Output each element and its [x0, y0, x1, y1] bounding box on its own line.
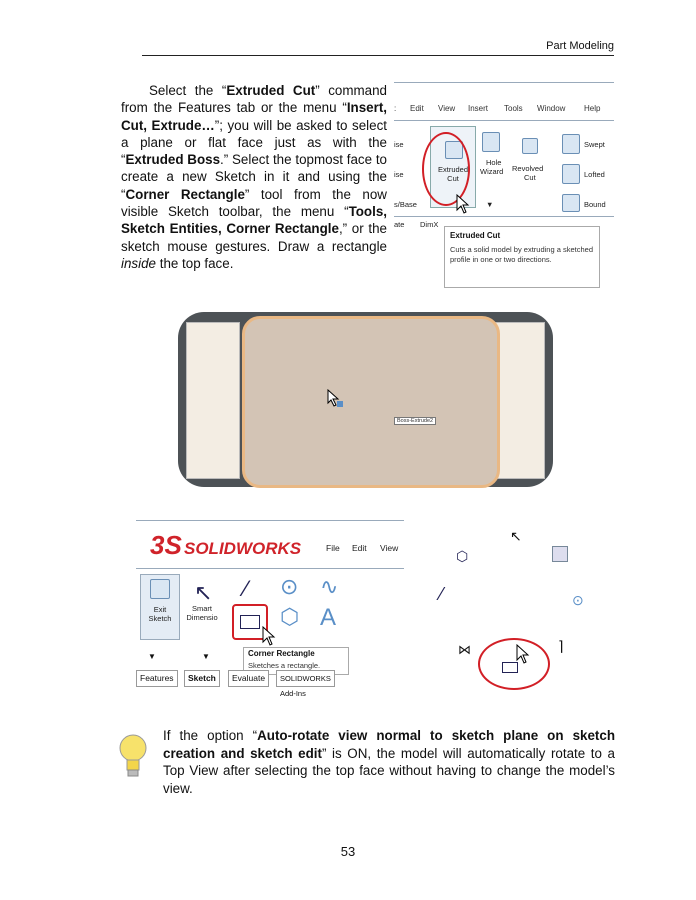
- menu-tools[interactable]: Tools: [504, 104, 523, 113]
- left-label-2: ise: [394, 170, 404, 179]
- page-number: 53: [340, 844, 356, 859]
- ribbon-top-rule: [394, 82, 614, 83]
- menu-view[interactable]: View: [438, 104, 456, 113]
- revolved-cut-icon[interactable]: [522, 138, 538, 154]
- gesture-view-cube-icon[interactable]: ⬡: [456, 548, 469, 564]
- cursor-arrow-icon: [456, 194, 470, 214]
- smart-dimension-icon[interactable]: ↖: [194, 580, 213, 605]
- revolved-cut-label-1[interactable]: Revolved: [512, 164, 544, 173]
- exit-sketch-icon: [150, 579, 170, 599]
- swept-label[interactable]: Swept: [584, 140, 605, 149]
- sw-menu-rule: [136, 568, 404, 569]
- model-screenshot: [178, 312, 553, 487]
- swept-icon[interactable]: [562, 134, 580, 154]
- feature-label: Boss-Extrude2: [394, 417, 436, 425]
- paragraph-auto-rotate: If the option “Auto-rotate view normal to sketch plane on sketch creation and sketch edit” is ON, the model will automatically rotate to a Top View after selecting the top face without having to change the model’s view.: [163, 728, 616, 796]
- tab-sketch[interactable]: Sketch: [184, 670, 220, 687]
- lofted-label[interactable]: Lofted: [584, 170, 605, 179]
- hole-label-2[interactable]: Wizard: [480, 167, 504, 176]
- menu-insert[interactable]: Insert: [468, 104, 489, 113]
- gesture-arc-icon[interactable]: ↖: [510, 528, 522, 544]
- lofted-icon[interactable]: [562, 164, 580, 184]
- smart-dim-label-2[interactable]: Dimensio: [186, 613, 218, 622]
- left-label-1: ise: [394, 140, 404, 149]
- spline-icon[interactable]: ∿: [320, 574, 339, 599]
- exit-label-2: Sketch: [148, 614, 172, 623]
- chevron-down-icon[interactable]: ▼: [486, 200, 494, 209]
- sw-menu-edit[interactable]: Edit: [352, 543, 367, 553]
- polygon-icon[interactable]: ⬡: [280, 604, 300, 629]
- gesture-sketch-icon[interactable]: [552, 546, 568, 562]
- left-label-3: s/Base: [394, 200, 417, 209]
- tab-dimx[interactable]: DimX: [420, 220, 439, 229]
- menu-file[interactable]: Edit: [410, 104, 424, 113]
- paragraph-extruded-cut: Select the “Extruded Cut” command from the Features tab or the menu “Insert, Cut, Extrude…”; you will be asked to select a plane or flat face just as with the “Extruded Boss.” Select the topmost face to create a new Sketch in it and using the “Corner Rectangle” tool from the now visible Sketch toolbar, the menu “Tools, Sketch Entities, Corner Rectangle,” or the sketch mouse gestures. Draw a rectangle inside the top face.: [121, 83, 388, 271]
- tooltip2-description: Sketches a rectangle.: [248, 661, 321, 670]
- running-header: Part Modeling: [546, 40, 614, 52]
- boundary-label[interactable]: Bound: [584, 200, 606, 209]
- sw-menu-file[interactable]: File: [326, 543, 340, 553]
- lightbulb-icon: [118, 732, 148, 780]
- tooltip2-title: Corner Rectangle: [248, 649, 315, 658]
- solidworks-logo: 3S SOLIDWORKS: [146, 530, 304, 562]
- hole-label-1[interactable]: Hole: [486, 158, 502, 167]
- mouse-gesture-wheel: [440, 520, 600, 692]
- gesture-line-icon[interactable]: ⁄: [440, 584, 444, 604]
- text-icon[interactable]: A: [320, 604, 337, 631]
- left-side-face: [186, 322, 240, 479]
- exit-sketch-button[interactable]: [140, 574, 180, 640]
- corner-rectangle-icon: [240, 615, 260, 629]
- top-face[interactable]: [242, 316, 500, 488]
- sketch-toolbar-screenshot: [136, 520, 404, 698]
- smart-dim-label-1[interactable]: Smart: [191, 604, 212, 613]
- menu-help[interactable]: Help: [584, 104, 601, 113]
- tooltip-description: Cuts a solid model by extruding a sketched profile in one or two directions.: [450, 245, 593, 264]
- extruded-cut-tooltip: [444, 226, 600, 288]
- boundary-icon[interactable]: [562, 194, 580, 212]
- cursor-arrow-icon: [262, 626, 278, 648]
- tab-rule: [394, 216, 614, 217]
- gesture-dimension-icon[interactable]: ⋈: [458, 642, 471, 657]
- chevron-down-icon[interactable]: ▼: [202, 652, 210, 661]
- line-icon[interactable]: ⁄: [244, 576, 248, 601]
- extruded-cut-label-1: Extruded: [437, 165, 469, 174]
- tab-evaluate[interactable]: Evaluate: [228, 670, 269, 687]
- tab-addins[interactable]: SOLIDWORKS Add-Ins: [276, 670, 335, 687]
- revolved-cut-label-2[interactable]: Cut: [524, 173, 536, 182]
- sw-menu-view[interactable]: View: [380, 543, 399, 553]
- sw-top-rule: [136, 520, 404, 521]
- exit-label-1: Exit: [153, 605, 167, 614]
- tab-features[interactable]: Features: [136, 670, 178, 687]
- menu-rule: [394, 120, 614, 121]
- ribbon-screenshot: : Edit View Insert Tools Window Help ise ise s/Base Extruded Cut Hole Wizard Revolved Cut Swept Lofted Bound ▼ ate DimX Extruded Cut Cuts a solid model by extruding a sketched profile in one or two directions.: [394, 82, 614, 282]
- circle-icon[interactable]: ⊙: [280, 574, 299, 599]
- header-rule: [142, 55, 614, 56]
- extruded-cut-label-2: Cut: [447, 174, 459, 183]
- hole-wizard-icon[interactable]: [482, 132, 500, 152]
- chevron-down-icon[interactable]: ▼: [148, 652, 156, 661]
- gesture-circle-icon[interactable]: ⊙: [572, 592, 584, 608]
- menu-window[interactable]: Window: [537, 104, 566, 113]
- tooltip-title: Extruded Cut: [450, 231, 501, 240]
- cursor-arrow-icon: [327, 389, 347, 411]
- cursor-arrow-icon: [516, 644, 530, 664]
- tab-ate[interactable]: ate: [394, 220, 405, 229]
- gesture-arc-right-icon[interactable]: ⌉: [558, 638, 564, 654]
